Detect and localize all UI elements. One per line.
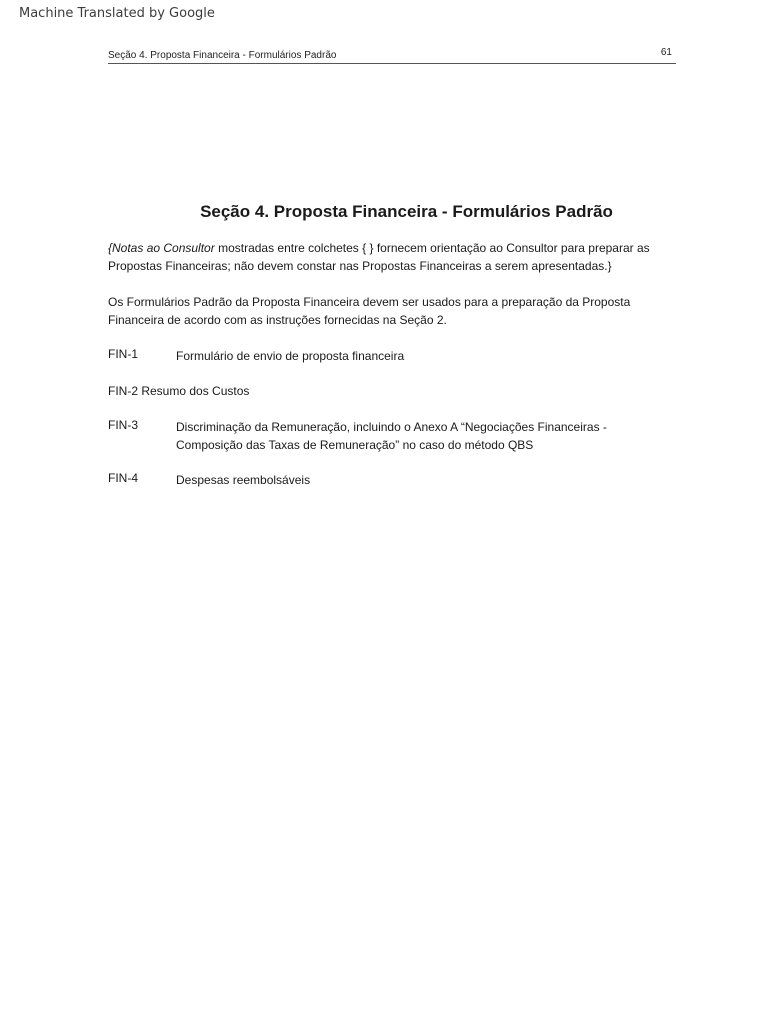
header-title: Seção 4. Proposta Financeira - Formulários Padrão xyxy=(108,50,337,61)
form-code: FIN-4 xyxy=(108,471,138,485)
note-text: mostradas entre colchetes { } fornecem orientação ao Consultor para preparar as Propostas Financeiras; não devem constar nas Propostas Financeiras a serem apresentadas.} xyxy=(108,241,650,273)
form-code-and-description: FIN-2 Resumo dos Custos xyxy=(108,384,250,398)
form-code: FIN-1 xyxy=(108,347,138,361)
note-label: {Notas ao Consultor xyxy=(108,241,215,255)
form-description: Discriminação da Remuneração, incluindo o Anexo A “Negociações Financeiras - Composição das Taxas de Remuneração” no caso do método QBS xyxy=(176,420,607,452)
intro-paragraph: Os Formulários Padrão da Proposta Financeira devem ser usados para a preparação da Proposta Financeira de acordo com as instruções fornecidas na Seção 2. xyxy=(108,295,631,327)
consultant-note xyxy=(108,239,688,275)
form-description: Formulário de envio de proposta financeira xyxy=(176,349,405,363)
section-title: Seção 4. Proposta Financeira - Formulários Padrão xyxy=(200,202,613,221)
running-header xyxy=(108,47,676,64)
page-number: 61 xyxy=(660,47,672,58)
machine-translation-banner: Machine Translated by Google xyxy=(19,6,215,21)
form-description: Despesas reembolsáveis xyxy=(176,473,311,487)
form-code: FIN-3 xyxy=(108,418,138,432)
